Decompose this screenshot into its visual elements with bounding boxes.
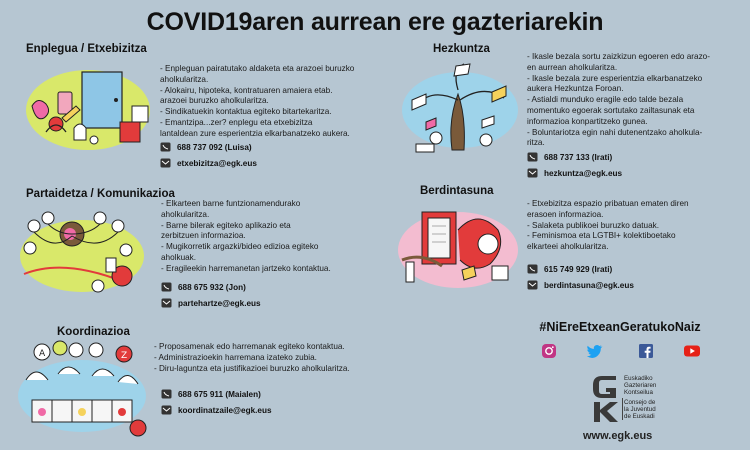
bullets-hezkuntza [527, 52, 710, 149]
bullet-line: aholkuak. [161, 252, 197, 262]
section-title-enplegua: Enplegua / Etxebizitza [26, 43, 147, 55]
bullet-line: - Emantzipa...zer? enplegu eta etxebizitza [160, 117, 313, 127]
phone-text: 688 737 092 (Luisa) [177, 142, 252, 152]
phone-text: 615 749 929 (Irati) [544, 264, 613, 274]
contact-phone-koordinazioa[interactable] [161, 389, 261, 399]
email-text: hezkuntza@egk.eus [544, 168, 623, 178]
bullet-line: - Ikasle bezala sortu zaizkizun egoeren edo arazo- [527, 52, 710, 61]
phone-icon [161, 389, 172, 399]
email-text: koordinatzaile@egk.eus [178, 405, 272, 415]
email-icon [527, 280, 538, 290]
bullet-line: lantaldean zure esperientzia elkarbanatzeko aukera. [160, 128, 350, 138]
bullet-line: zerbitzuen informazioa. [161, 231, 246, 241]
bullets-enplegua [160, 64, 354, 140]
bullet-line: erasoen informazioa. [527, 209, 604, 219]
bullet-line: - Mugikorretik argazki/bideo edizioa egiteko [161, 242, 319, 252]
bullet-line: momentuko egoerak sortutako zailtasunak eta [527, 105, 695, 115]
bullets-koordinazioa [154, 342, 350, 374]
section-title-koordinazioa: Koordinazioa [57, 326, 130, 338]
logo-text-line: Euskadiko [624, 375, 653, 382]
contact-email-enplegua[interactable] [160, 158, 257, 168]
bullet-line: - Administrazioekin harremana izateko zubia. [154, 352, 317, 362]
illustration-berdintasuna [392, 200, 522, 292]
logo-text-eu [624, 375, 656, 397]
contact-email-hezkuntza[interactable] [527, 168, 622, 178]
instagram-icon[interactable] [541, 344, 557, 358]
bullet-line: - Feminismoa eta LGTBI+ kolektiboetako [527, 231, 676, 241]
svg-text:A: A [39, 349, 46, 359]
contact-phone-partaidetza[interactable] [161, 282, 246, 292]
logo-text-line: Consejo de [624, 399, 656, 406]
bullet-line: aukera Hezkuntza Foroan. [527, 84, 624, 94]
phone-icon [527, 152, 538, 162]
bullet-line: arazoei buruzko aholkularitza. [160, 96, 269, 106]
hashtag: #NiEreEtxeanGeratukoNaiz [539, 320, 701, 334]
email-icon [161, 405, 172, 415]
illustration-partaidetza [14, 204, 152, 296]
bullet-line: - Boluntariotza egin nahi dutenentzako aholkula- [527, 127, 703, 137]
contact-email-koordinazioa[interactable] [161, 405, 272, 415]
bullet-line: - Alokairu, hipoteka, kontratuaren amaiera etab. [160, 85, 333, 95]
bullet-line: aholkularitza. [160, 74, 209, 84]
phone-icon [161, 282, 172, 292]
section-title-berdintasuna: Berdintasuna [420, 185, 494, 197]
logo-divider [622, 398, 623, 420]
email-text: etxebizitza@egk.eus [177, 158, 257, 168]
section-title-hezkuntza: Hezkuntza [433, 43, 490, 55]
bullets-berdintasuna [527, 199, 689, 253]
bullets-partaidetza [161, 199, 331, 275]
twitter-icon[interactable] [587, 344, 603, 358]
bullet-line: - Eragileekin harremanetan jartzeko kontaktua. [161, 263, 331, 273]
website-link[interactable]: www.egk.eus [583, 430, 653, 442]
bullet-line: - Barne bilerak egiteko aplikazio eta [161, 220, 291, 230]
contact-phone-hezkuntza[interactable] [527, 152, 612, 162]
bullet-line: elkarteei aholkularitza. [527, 242, 609, 252]
svg-text:Z: Z [121, 351, 128, 361]
email-text: berdintasuna@egk.eus [544, 280, 634, 290]
section-title-partaidetza: Partaidetza / Komunikazioa [26, 188, 175, 200]
bullet-line: - Ikasle bezala zure esperientzia elkarbanatzeko [527, 73, 703, 83]
email-icon [527, 168, 538, 178]
bullet-line: - Proposamenak edo harremanak egiteko kontaktua. [154, 342, 345, 351]
bullet-line: - Sindikatuekin kontaktua egiteko bitartekaritza. [160, 107, 332, 117]
contact-phone-berdintasuna[interactable] [527, 264, 612, 274]
bullet-line: - Etxebizitza espazio pribatuan ematen diren [527, 199, 689, 208]
illustration-enplegua [22, 62, 154, 154]
egk-logo-icon [590, 372, 620, 428]
phone-text: 688 737 133 (Irati) [544, 152, 613, 162]
contact-phone-enplegua[interactable] [160, 142, 252, 152]
phone-text: 688 675 911 (Maialen) [178, 389, 261, 399]
facebook-icon[interactable] [638, 344, 654, 358]
phone-text: 688 675 932 (Jon) [178, 282, 246, 292]
bullet-line: aholkularitza. [161, 209, 210, 219]
bullet-line: ritza. [527, 138, 545, 148]
logo-text-line: de Euskadi [624, 413, 655, 421]
bullet-line: - Salaketa publikoei buruzko datuak. [527, 220, 659, 230]
bullet-line: en aurrean aholkularitza. [527, 62, 618, 72]
logo-text-line: Kontseilua [624, 389, 653, 397]
phone-icon [527, 264, 538, 274]
bullet-line: - Astialdi munduko eragile edo talde bezala [527, 95, 684, 105]
bullet-line: - Diru-laguntza eta justifikazioei buruzko aholkularitza. [154, 363, 350, 373]
phone-icon [160, 142, 171, 152]
illustration-koordinazioa [12, 340, 154, 438]
email-text: partehartze@egk.eus [178, 298, 261, 308]
email-icon [161, 298, 172, 308]
youtube-icon[interactable] [684, 344, 700, 358]
bullet-line: informazioa konpartitzeko gunea. [527, 116, 648, 126]
logo-text-line: la Juventud [624, 406, 656, 414]
contact-email-berdintasuna[interactable] [527, 280, 634, 290]
illustration-hezkuntza [396, 60, 524, 156]
logo-text-line: Gazteriaren [624, 382, 657, 390]
email-icon [160, 158, 171, 168]
contact-email-partaidetza[interactable] [161, 298, 261, 308]
page-title: COVID19aren aurrean ere gazteriarekin [146, 8, 604, 36]
bullet-line: - Elkarteen barne funtzionamendurako [161, 199, 301, 208]
logo-text-es [624, 399, 656, 421]
bullet-line: - Enpleguan pairatutako aldaketa eta arazoei buruzko [160, 64, 355, 73]
